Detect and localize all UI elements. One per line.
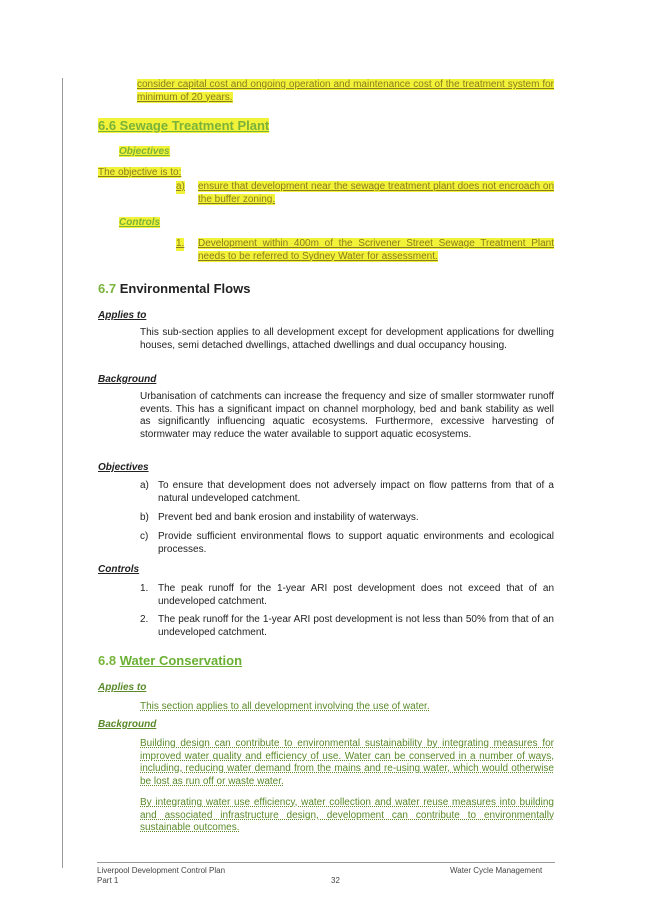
footer-left: Liverpool Development Control Plan Part 1 <box>97 866 226 885</box>
section-6-7-control-2: 2. The peak runoff for the 1-year ARI post development is not less than 50% from that of an undeveloped catchment. <box>140 614 554 638</box>
section-6-7-objective-a: a) To ensure that development does not adversely impact on flow patterns from that of a natural undeveloped catchment. <box>140 480 554 504</box>
section-6-7-applies-text: This sub-section applies to all development except for development applications for dwelling houses, semi detached dwellings, attached dwellings and dual occupancy housing. <box>140 327 554 351</box>
section-6-7-objectives-heading: Objectives <box>98 462 149 473</box>
section-6-6-objective-a: a) ensure that development near the sewage treatment plant does not encroach on the buffer zoning. <box>176 181 554 205</box>
section-6-8-applies-heading: Applies to <box>98 682 147 693</box>
section-6-8-background-p2: By integrating water use efficiency, water collection and water reuse measures into building and associated infrastructure design, development can contribute to environmentally sustainable outcomes. <box>140 797 554 834</box>
section-6-7-applies-heading: Applies to <box>98 310 147 321</box>
section-6-7-control-1: 1. The peak runoff for the 1-year ARI post development does not exceed that of an undeveloped catchment. <box>140 583 554 607</box>
section-6-6-objectives-heading: Objectives <box>119 146 170 157</box>
section-6-7-heading: 6.7 Environmental Flows <box>98 281 251 296</box>
footer-rule <box>97 862 555 863</box>
section-6-8-heading: 6.8 Water Conservation <box>98 653 243 668</box>
section-6-6-objective-intro: The objective is to: <box>98 167 182 178</box>
footer-right: Water Cycle Management <box>450 866 543 875</box>
section-6-8-background-heading: Background <box>98 719 157 730</box>
section-6-6-heading: 6.6 Sewage Treatment Plant <box>98 118 270 133</box>
section-6-7-objective-b: b) Prevent bed and bank erosion and instability of waterways. <box>140 512 419 523</box>
section-6-7-background-text: Urbanisation of catchments can increase the frequency and size of smaller stormwater runoff events. This has a significant impact on channel morphology, bed and bank stability as well as significantly influencing aquatic ecosystems. Furthermore, excessive harvesting of stormwater may reduce the water available to support aquatic ecosystems. <box>140 391 554 440</box>
section-6-8-applies-text: This section applies to all development involving the use of water. <box>140 701 430 712</box>
footer-page-number: 32 <box>331 876 340 885</box>
section-6-7-background-heading: Background <box>98 374 157 385</box>
intro-paragraph: consider capital cost and ongoing operation and maintenance cost of the treatment system for minimum of 20 years. <box>137 79 554 103</box>
revision-margin-bar <box>62 78 63 868</box>
section-6-6-controls-heading: Controls <box>119 217 161 228</box>
section-6-7-objective-c: c) Provide sufficient environmental flows to support aquatic environments and ecological processes. <box>140 531 554 555</box>
section-6-7-controls-heading: Controls <box>98 564 140 575</box>
section-6-6-control-1: 1. Development within 400m of the Scrivener Street Sewage Treatment Plant needs to be referred to Sydney Water for assessment. <box>176 238 554 262</box>
section-6-8-background-p1: Building design can contribute to environmental sustainability by integrating measures for improved water quality and efficiency of use. Water can be conserved in a number of ways, including, reducing water demand from the mains and re-using water, which would otherwise be lost as run off or waste water. <box>140 738 554 787</box>
